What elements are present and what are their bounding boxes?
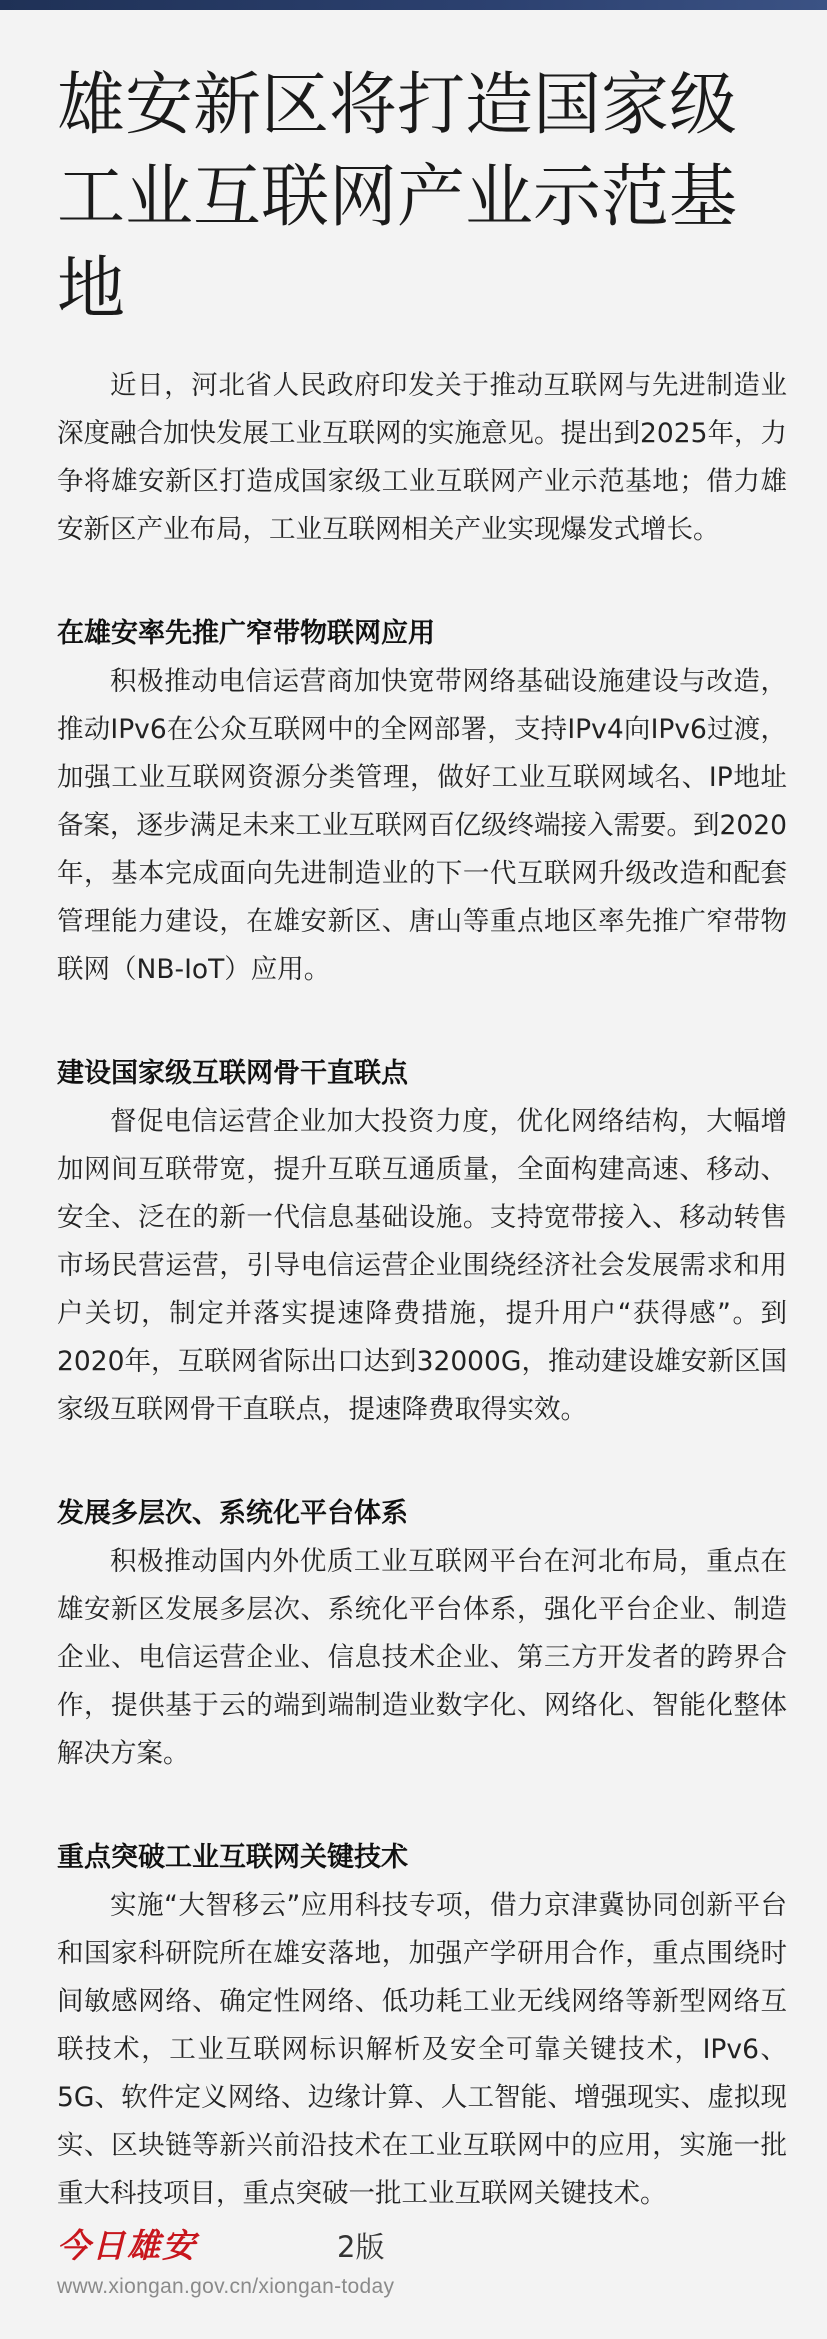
footer-url[interactable]: www.xiongan.gov.cn/xiongan-today [57, 2275, 395, 2298]
section-3 [57, 1492, 787, 1778]
section-body: 积极推动电信运营商加快宽带网络基础设施建设与改造，推动IPv6在公众互联网中的全网部署，支持IPv4向IPv6过渡，加强工业互联网资源分类管理，做好工业互联网域名、IP地址备案，逐步满足未来工业互联网百亿级终端接入需要。到2020年，基本完成面向先进制造业的下一代互联网升级改造和配套管理能力建设，在雄安新区、唐山等重点地区率先推广窄带物联网（NB-IoT）应用。 [57, 666, 787, 985]
edition-label: 2版 [337, 2230, 385, 2264]
section-heading: 重点突破工业互联网关键技术 [57, 1842, 408, 1873]
intro-paragraph: 近日，河北省人民政府印发关于推动互联网与先进制造业深度融合加快发展工业互联网的实施意见。提出到2025年，力争将雄安新区打造成国家级工业互联网产业示范基地；借力雄安新区产业布局，工业互联网相关产业实现爆发式增长。 [57, 370, 787, 545]
section-heading: 发展多层次、系统化平台体系 [57, 1498, 408, 1529]
top-accent-bar [0, 0, 827, 10]
section-body: 实施“大智移云”应用科技专项，借力京津冀协同创新平台和国家科研院所在雄安落地，加强产学研用合作，重点围绕时间敏感网络、确定性网络、低功耗工业无线网络等新型网络互联技术，工业互联网标识解析及安全可靠关键技术，IPv6、5G、软件定义网络、边缘计算、人工智能、增强现实、虚拟现实、区块链等新兴前沿技术在工业互联网中的应用，实施一批重大科技项目，重点突破一批工业互联网关键技术。 [57, 1890, 787, 2209]
section-heading: 建设国家级互联网骨干直联点 [57, 1058, 408, 1089]
newspaper-logo: 今日雄安 [57, 2226, 197, 2265]
section-heading: 在雄安率先推广窄带物联网应用 [57, 618, 435, 649]
page-title: 雄安新区将打造国家级工业互联网产业示范基地 [57, 66, 738, 329]
section-1 [57, 612, 787, 994]
section-4 [57, 1836, 787, 2218]
section-2 [57, 1052, 787, 1434]
section-body: 积极推动国内外优质工业互联网平台在河北布局，重点在雄安新区发展多层次、系统化平台体系，强化平台企业、制造企业、电信运营企业、信息技术企业、第三方开发者的跨界合作，提供基于云的端到端制造业数字化、网络化、智能化整体解决方案。 [57, 1546, 787, 1769]
footer [57, 2220, 777, 2299]
footer-row [57, 2220, 777, 2267]
article [57, 60, 787, 2276]
section-body: 督促电信运营企业加大投资力度，优化网络结构，大幅增加网间互联带宽，提升互联互通质量，全面构建高速、移动、安全、泛在的新一代信息基础设施。支持宽带接入、移动转售市场民营运营，引导电信运营企业围绕经济社会发展需求和用户关切，制定并落实提速降费措施，提升用户“获得感”。到2020年，互联网省际出口达到32000G，推动建设雄安新区国家级互联网骨干直联点，提速降费取得实效。 [57, 1106, 787, 1425]
